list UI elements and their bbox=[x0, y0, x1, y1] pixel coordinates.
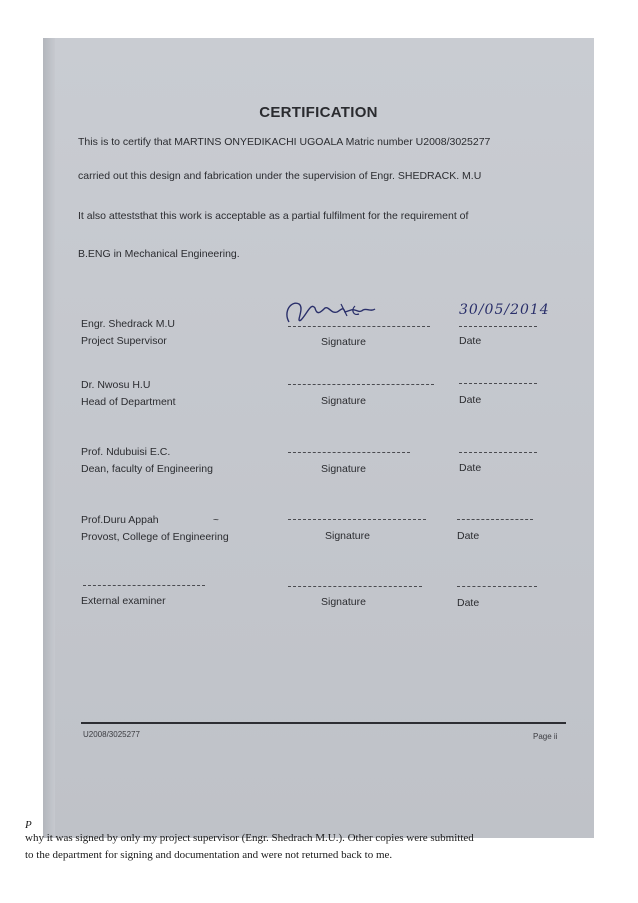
date-label-1: Date bbox=[459, 335, 482, 347]
date-label-5: Date bbox=[457, 597, 480, 609]
footer-rule bbox=[81, 722, 566, 724]
footer-page: Page ii bbox=[533, 732, 558, 741]
certificate-title: CERTIFICATION bbox=[259, 104, 378, 121]
caption-line-2: to the department for signing and documentation and were not returned back to me. bbox=[25, 849, 393, 861]
signatory-5 bbox=[81, 593, 166, 610]
handwritten-date: 30/05/2014 bbox=[459, 302, 550, 318]
signature-line-4 bbox=[288, 519, 426, 520]
signature-line-5 bbox=[288, 586, 422, 587]
signatory-2-role: Head of Department bbox=[81, 396, 176, 408]
date-line-1 bbox=[459, 326, 537, 327]
photo-shadow bbox=[43, 38, 55, 838]
signature-line-2 bbox=[288, 384, 434, 385]
signatory-4-role: Provost, College of Engineering bbox=[81, 531, 229, 543]
signatory-1-name: Engr. Shedrack M.U bbox=[81, 318, 175, 330]
signatory-1-role: Project Supervisor bbox=[81, 335, 167, 347]
certify-line-1: This is to certify that MARTINS ONYEDIKACHI UGOALA Matric number U2008/3025277 bbox=[78, 136, 491, 148]
signatory-2 bbox=[81, 377, 176, 411]
signature-line-1 bbox=[288, 326, 430, 327]
date-line-5 bbox=[457, 586, 537, 587]
signature-label-3: Signature bbox=[321, 463, 366, 475]
signatory-3-name: Prof. Ndubuisi E.C. bbox=[81, 446, 171, 458]
date-line-4 bbox=[457, 519, 533, 520]
date-label-2: Date bbox=[459, 394, 482, 406]
date-line-2 bbox=[459, 383, 537, 384]
date-line-3 bbox=[459, 452, 537, 453]
signatory-2-name: Dr. Nwosu H.U bbox=[81, 379, 151, 391]
date-label-4: Date bbox=[457, 530, 480, 542]
date-label-3: Date bbox=[459, 462, 482, 474]
signatory-4 bbox=[81, 512, 229, 546]
signatory-1 bbox=[81, 316, 175, 350]
signature-label-5: Signature bbox=[321, 596, 366, 608]
footer-matric: U2008/3025277 bbox=[83, 730, 140, 739]
handwritten-signature bbox=[281, 294, 381, 330]
caption-line-1: why it was signed by only my project supervisor (Engr. Shedrach M.U.). Other copies were submitted bbox=[25, 832, 474, 844]
certify-line-2: carried out this design and fabrication under the supervision of Engr. SHEDRACK. M.U bbox=[78, 170, 482, 182]
signature-line-3 bbox=[288, 452, 410, 453]
examiner-name-line bbox=[83, 585, 205, 586]
signatory-4-name: Prof.Duru Appah bbox=[81, 514, 159, 526]
certificate-photo bbox=[43, 38, 594, 838]
stray-mark: ~ bbox=[213, 515, 219, 526]
caption-lead: P bbox=[25, 819, 32, 831]
signature-label-1: Signature bbox=[321, 336, 366, 348]
signatory-5-role: External examiner bbox=[81, 595, 166, 607]
signatory-3-role: Dean, faculty of Engineering bbox=[81, 463, 213, 475]
signature-label-2: Signature bbox=[321, 395, 366, 407]
attest-line-2: B.ENG in Mechanical Engineering. bbox=[78, 248, 240, 260]
attest-line-1: It also atteststhat this work is acceptable as a partial fulfilment for the requirement of bbox=[78, 210, 469, 222]
signature-label-4: Signature bbox=[325, 530, 370, 542]
signatory-3 bbox=[81, 444, 213, 478]
